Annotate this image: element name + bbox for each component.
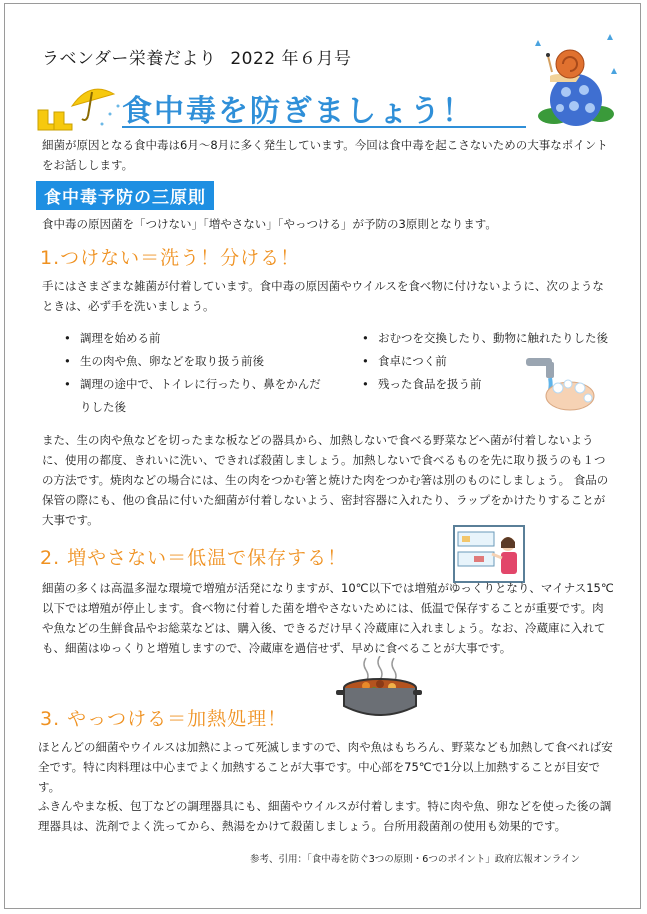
newsletter-header xyxy=(42,44,366,69)
umbrella-boots-icon xyxy=(32,76,124,136)
rule1-intro: 手にはさまざまな雑菌が付着しています。食中毒の原因菌やウイルスを食べ物に付けないように、次のようなときは、必ず手を洗いましょう。 xyxy=(42,279,604,313)
reference-note: 参考、引用：「食中毒を防ぐ3つの原則・6つのポイント」政府広報オンライン xyxy=(250,854,581,865)
cooking-pot-icon xyxy=(336,656,422,728)
intro-text: 細菌が原因となる食中毒は6月～8月に多く発生しています。今回は食中毒を起こさないための大事なポイントをお話しします。 xyxy=(42,138,608,172)
handwashing-icon xyxy=(520,352,600,418)
rule1-heading: 1.つけない＝洗う！分ける！ xyxy=(40,247,301,269)
main-title: 食中毒を防ぎましょう！ xyxy=(122,86,526,128)
section-text: 食中毒の原因菌を「つけない」「増やさない」「やっつける」が予防の3原則となります。 xyxy=(42,217,497,231)
rule2-heading: 2. 増やさない＝低温で保存する！ xyxy=(40,547,348,569)
rule3-body-1: ほとんどの細菌やウイルスは加熱によって死滅しますので、肉や魚はもちろん、野菜なども加熱して食べれば安全です。特に肉料理は中心までよく加熱することが大事です。中心部を75℃で1分以上加熱することが目安です。 xyxy=(38,740,613,794)
list-item: • 生の肉や魚、卵などを取り扱う前後 xyxy=(58,350,328,373)
list-item: • おむつを交換したり、動物に触れたりした後 xyxy=(356,327,628,350)
snail-hydrangea-icon xyxy=(530,28,622,128)
list-item: • 調理の途中で、トイレに行ったり、鼻をかんだりした後 xyxy=(58,373,328,419)
rule3-heading: 3. やっつける＝加熱処理！ xyxy=(40,708,288,730)
rule1-body: また、生の肉や魚などを切ったまな板などの器具から、加熱しないで食べる野菜などへ菌が付着しないように、使用の都度、きれいに洗い、できれば殺菌しましょう。加熱しないで食べるものを先に取り扱うのも１つの方法です。焼肉などの場合には、生の肉をつかむ箸と焼けた肉をつかむ箸は別のものにしましょう。 食品の保管の際にも、他の食品に付いた細菌が付着しないよう、密封容器に入れたり、ラップをかけたりすることが大事です。 xyxy=(42,433,609,527)
rule2-body: 細菌の多くは高温多湿な環境で増殖が活発になりますが、10℃以下では増殖がゆっくりとなり、マイナス15℃以下では増殖が停止します。食べ物に付着した菌を増やさないためには、低温で保存することが重要です。肉や魚などの生鮮食品やお総菜などは、購入後、できるだけ早く冷蔵庫に入れましょう。なお、冷蔵庫に入れても、細菌はゆっくりと増殖しますので、冷蔵庫を過信せず、早めに食べることが大事です。 xyxy=(42,581,614,655)
issue-date: 2022 年６月号 xyxy=(230,49,352,69)
list-item: • 調理を始める前 xyxy=(58,327,328,350)
list-item: • 食卓につく前 xyxy=(356,350,628,373)
newsletter-name: ラベンダー栄養だより xyxy=(42,49,217,69)
handwash-list-left xyxy=(58,327,328,419)
list-item: • 残った食品を扱う前 xyxy=(356,373,628,396)
section-heading: 食中毒予防の三原則 xyxy=(36,181,214,210)
refrigerator-woman-icon xyxy=(452,524,530,584)
rule3-body-2: ふきんやまな板、包丁などの調理器具にも、細菌やウイルスが付着します。特に肉や魚、卵などを使った後の調理器具は、洗剤でよく洗ってから、熱湯をかけて殺菌しましょう。台所用殺菌剤の使用も効果的です。 xyxy=(38,799,612,833)
